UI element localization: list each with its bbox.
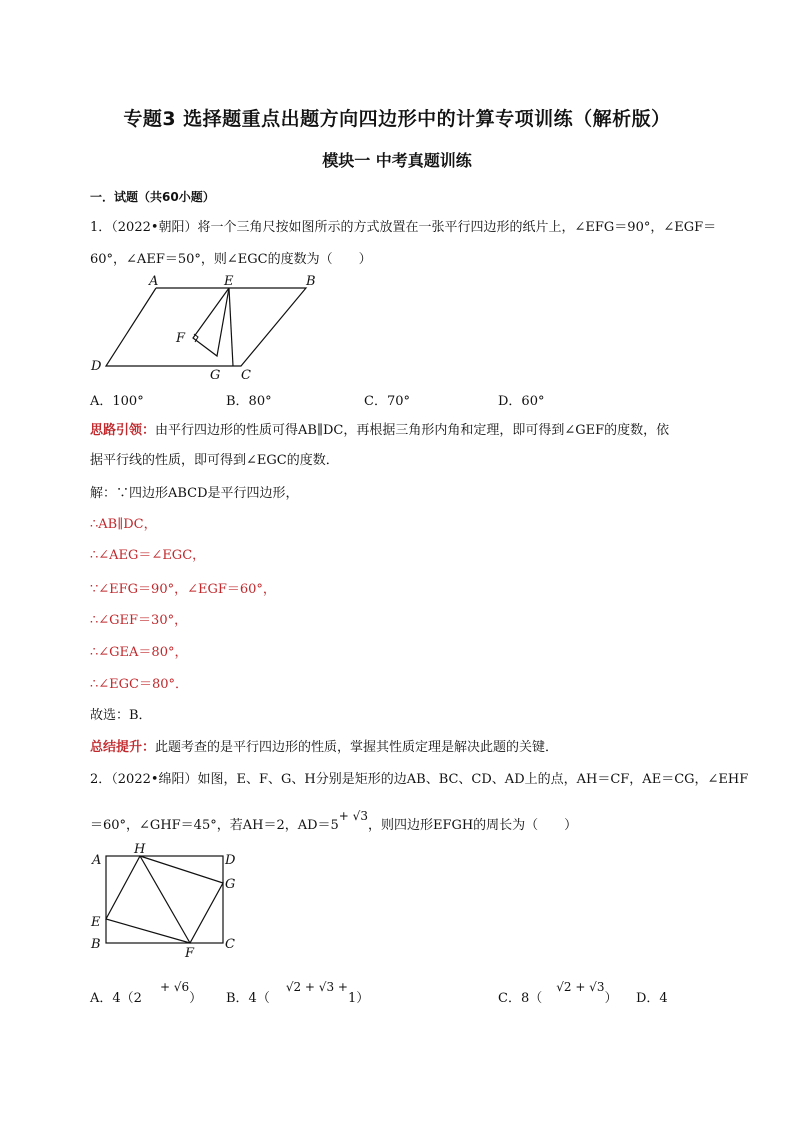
- q2-option-b-main: B．4（: [226, 991, 270, 1006]
- q2-option-d[interactable]: D．4: [636, 991, 668, 1006]
- label-h: H: [134, 842, 146, 857]
- q1-option-b[interactable]: B．80°: [226, 394, 272, 409]
- q1-stem-line2: 60°，∠AEF＝50°，则∠EGC的度数为（ ）: [90, 252, 372, 267]
- label-a: A: [149, 274, 159, 289]
- hint-text-1: 由平行四边形的性质可得AB∥DC，再根据三角形内角和定理，即可得到∠GEF的度数，依: [155, 423, 670, 438]
- label-a: A: [92, 853, 102, 868]
- q2-option-a-radical: + √6: [159, 980, 190, 994]
- solution-line-5: ∴∠GEF＝30°，: [90, 613, 188, 628]
- solution-line-3: ∴∠AEG＝∠EGC，: [90, 548, 206, 563]
- label-b: B: [91, 937, 101, 952]
- q2-rectangle-figure: [86, 840, 256, 960]
- label-g: G: [225, 877, 236, 892]
- solution-line-2: ∴AB∥DC，: [90, 517, 157, 532]
- q1-stem-line1: 1．（2022•朝阳）将一个三角尺按如图所示的方式放置在一张平行四边形的纸片上，∠EFG＝90°，∠EGF＝: [90, 220, 717, 235]
- parallelogram-abcd: [106, 288, 306, 366]
- answer-line: 故选：B．: [90, 708, 152, 723]
- q1-option-d[interactable]: D．60°: [498, 394, 545, 409]
- q2-option-a-main: A．4（2: [90, 991, 142, 1006]
- summary-label: 总结提升：: [90, 740, 156, 755]
- q2-option-a-close: ）: [189, 991, 203, 1006]
- q1-summary: [90, 738, 558, 758]
- q2-stem-line1: 2．（2022•绵阳）如图，E、F、G、H分别是矩形的边AB、BC、CD、AD上的点，AH＝CF，AE＝CG，∠EHF: [90, 772, 749, 787]
- q2-sqrt3-term: + √3: [338, 809, 368, 823]
- label-d: D: [91, 359, 102, 374]
- q2-stem-line2-part-a: ＝60°，∠GHF＝45°，若AH＝2，AD＝5: [90, 818, 339, 833]
- q2-option-c-main: C．8（: [498, 991, 543, 1006]
- label-d: D: [225, 853, 236, 868]
- page-title: 专题3 选择题重点出题方向四边形中的计算专项训练（解析版）: [123, 108, 671, 130]
- q1-option-c[interactable]: C．70°: [364, 394, 410, 409]
- q2-stem-line2: [90, 809, 578, 836]
- q2-option-b-close: 1）: [347, 991, 370, 1006]
- q2-option-b-radical: √2 + √3 +: [285, 980, 348, 994]
- solution-line-6: ∴∠GEA＝80°，: [90, 645, 188, 660]
- section-heading: 一．试题（共60小题）: [90, 190, 215, 204]
- label-c: C: [241, 368, 251, 383]
- q2-stem-line2-part-b: ，则四边形EFGH的周长为（ ）: [367, 818, 578, 833]
- label-f: F: [176, 331, 186, 346]
- solution-line-7: ∴∠EGC＝80°．: [90, 677, 189, 692]
- diagonal-hf: [140, 856, 190, 943]
- line-eg-extension: [229, 288, 233, 366]
- solution-line-4: ∵∠EFG＝90°，∠EGF＝60°，: [90, 582, 276, 597]
- hint-label: 思路引领：: [90, 423, 156, 438]
- label-e: E: [91, 915, 101, 930]
- label-b: B: [306, 274, 316, 289]
- q2-option-c-radical: √2 + √3: [556, 980, 605, 994]
- summary-text: 此题考查的是平行四边形的性质，掌握其性质定理是解决此题的关键．: [155, 740, 559, 755]
- q2-option-b[interactable]: [226, 980, 370, 1006]
- label-c: C: [225, 937, 235, 952]
- triangle-efg: [193, 288, 229, 356]
- solution-line-1: 解：∵四边形ABCD是平行四边形，: [90, 486, 299, 501]
- q1-option-a[interactable]: A．100°: [90, 394, 144, 409]
- q2-option-a[interactable]: [90, 980, 203, 1006]
- module-subtitle: 模块一 中考真题训练: [322, 151, 472, 170]
- q2-option-c[interactable]: [498, 980, 618, 1006]
- q1-hint-line1: [90, 421, 669, 441]
- q1-hint-line2: 据平行线的性质，即可得到∠EGC的度数．: [90, 453, 339, 468]
- q1-parallelogram-figure: [86, 272, 326, 384]
- label-f: F: [185, 946, 195, 960]
- label-e: E: [224, 274, 234, 289]
- label-g: G: [210, 368, 221, 383]
- q2-option-c-close: ）: [604, 991, 618, 1006]
